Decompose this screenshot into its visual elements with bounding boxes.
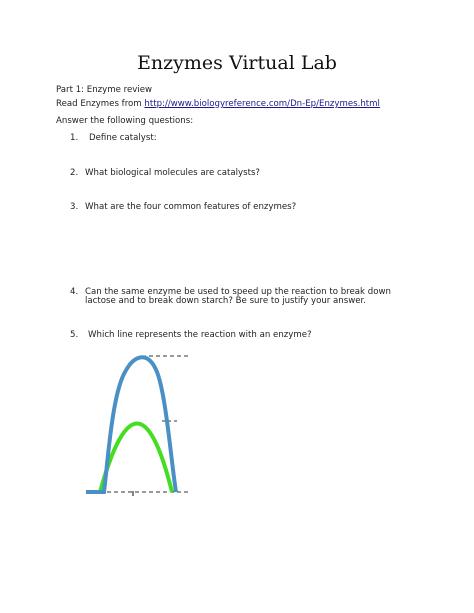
instructions-text: Answer the following questions: <box>56 116 194 126</box>
question-4-line-2: lactose and to break down starch? Be sure to justify your answer. <box>85 296 367 306</box>
question-1-text: Define catalyst: <box>89 133 157 143</box>
question-4-number: 4. <box>70 287 79 297</box>
question-2-number: 2. <box>70 168 79 178</box>
question-2-text: What biological molecules are catalysts? <box>85 168 260 178</box>
question-3-text: What are the four common features of enzymes? <box>85 202 297 212</box>
question-5-number: 5. <box>70 330 79 340</box>
enzymes-link[interactable]: http://www.biologyreference.com/Dn-Ep/Enzymes.html <box>144 99 380 109</box>
question-1-number: 1. <box>70 133 79 143</box>
read-prefix: Read Enzymes from <box>56 99 145 109</box>
question-4-line-1: Can the same enzyme be used to speed up the reaction to break down <box>85 287 391 297</box>
question-5-text: Which line represents the reaction with an enzyme? <box>88 330 312 340</box>
part-heading: Part 1: Enzyme review <box>56 85 153 95</box>
page-title: Enzymes Virtual Lab <box>137 52 337 74</box>
question-3-number: 3. <box>70 202 79 212</box>
